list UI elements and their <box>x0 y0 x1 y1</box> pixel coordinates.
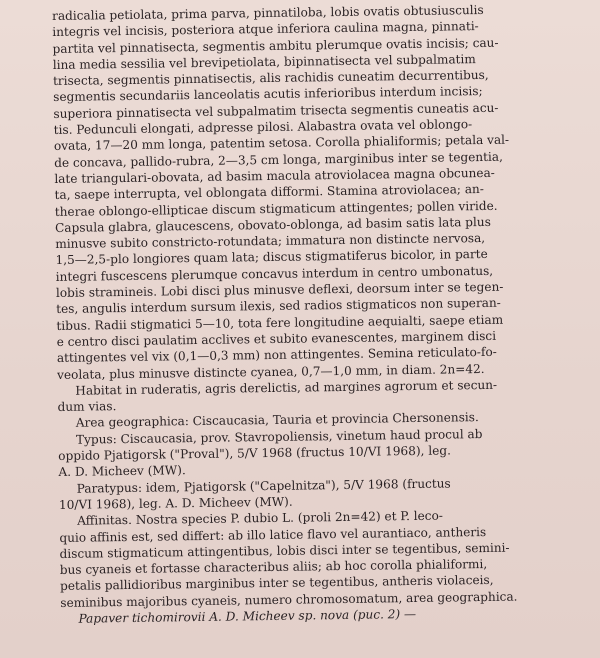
text-line: partita vel pinnatisecta, segmentis ambitu plerumque ovatis incisis; cau- <box>52 35 499 56</box>
text-line: de concava, pallido-rubra, 2—3,5 cm longa, marginibus inter se tegentia, <box>54 149 504 170</box>
text-line: tibus. Radii stigmatici 5—10, tota fere longitudine aequialti, saepe etiam <box>56 312 504 333</box>
text-line: Capsula glabra, glaucescens, obovato-oblonga, ad basim satis lata plus <box>54 214 491 235</box>
text-line: quio affinis est, sed differt: ab illo latice flavo vel aurantiaco, antheris <box>59 524 487 545</box>
text-line: lobis stramineis. Lobi disci plus minusve deflexi, deorsum inter se tegen- <box>55 279 504 301</box>
text-line: integris vel incisis, posteriora atque inferiora caulina magna, pinnati- <box>52 19 479 40</box>
text-line: superiora pinnatisecta vel subpalmatim trisecta segmentis cuneatis acu- <box>53 100 499 121</box>
text-line: minusve subito constricto-rotundata; immatura non distincte nervosa, <box>55 231 486 252</box>
text-line: therae oblongo-ellipticae discum stigmaticum attingentes; pollen viride. <box>54 198 498 219</box>
text-line: seminibus majoribus cyaneis, numero chromosomatum, area geographica. <box>60 589 518 610</box>
text-line: radicalia petiolata, prima parva, pinnatiloba, lobis ovatis obtusiusculis <box>52 2 484 23</box>
habitat-line: Habitat in ruderatis, agris derelictis, ad margines agrorum et secun- <box>75 377 498 398</box>
text-line: ta, saepe interrupta, vel oblongata difformi. Stamina atroviolacea; an- <box>54 182 484 203</box>
text-line: trisecta, segmentis pinnatisectis, alis rachidis cuneatim decurrentibus, <box>52 68 489 89</box>
text-line: integri fuscescens plerumque concavus interdum in centro umbonatus, <box>55 263 494 284</box>
text-line: oppido Pjatigorsk ("Proval"), 5/V 1968 (fructus 10/VI 1968), leg. <box>58 443 452 463</box>
area-line: Area geographica: Ciscaucasia, Tauria et provincia Chersonensis. <box>75 410 479 431</box>
text-line: late triangulari-obovata, ad basim macula atroviolacea magna obcunea- <box>54 165 495 186</box>
text-line: segmentis secundariis lanceolatis acutis inferioribus interdum incisis; <box>53 84 483 105</box>
text-line: 10/VI 1968), leg. A. D. Micheev (MW). <box>58 494 293 512</box>
text-line: 1,5—2,5-plo longiores quam lata; discus stigmatiferus bicolor, in parte <box>55 247 488 268</box>
text-line: dum vias. <box>57 399 117 415</box>
text-line: tes, angulis interdum sursum ilexis, sed radios stigmaticos non superan- <box>56 296 501 317</box>
text-line: petalis pallidioribus marginibus inter se tegentibus, antheris violaceis, <box>59 573 494 594</box>
text-line: tis. Pedunculi elongati, adpresse pilosi. Alabastra ovata vel oblongo- <box>53 117 473 138</box>
paratypus-line: Paratypus: idem, Pjatigorsk ("Capelnitza"), 5/V 1968 (fructus <box>76 476 451 496</box>
text-line: A. D. Micheev (MW). <box>58 463 186 480</box>
text-line: lina media sessilia vel brevipetiolata, bipinnatisecta vel subpalmatim <box>52 51 476 72</box>
text-line: ovata, 17—20 mm longa, patentim setosa. Corolla phialiformis; petala val- <box>53 133 510 154</box>
text-line: veolata, plus minusve distincte cyanea, 0,7—1,0 mm, in diam. 2n=42. <box>57 361 485 382</box>
typus-line: Typus: Ciscaucasia, prov. Stavropoliensis, vinetum haud procul ab <box>75 426 483 447</box>
text-line: attingentes vel vix (0,1—0,3 mm) non attingentes. Semina reticulato-fo- <box>56 345 497 366</box>
text-line: discum stigmaticum attingentibus, lobis disci inter se tegentibus, semini- <box>59 540 510 561</box>
species-heading-line: Papaver tichomirovii A. D. Micheev sp. nova (рис. 2) — <box>78 606 417 626</box>
affinitas-line: Affinitas. Nostra species P. dubio L. (proli 2n=42) et P. leco- <box>77 508 443 528</box>
latin-description-text <box>52 1 581 627</box>
text-line: e centro disci paulatim acclives et subito evanescentes, marginem disci <box>56 328 497 349</box>
text-line: bus cyaneis et fortasse characteribus aliis; ab hoc corolla phialiformi, <box>59 557 488 578</box>
